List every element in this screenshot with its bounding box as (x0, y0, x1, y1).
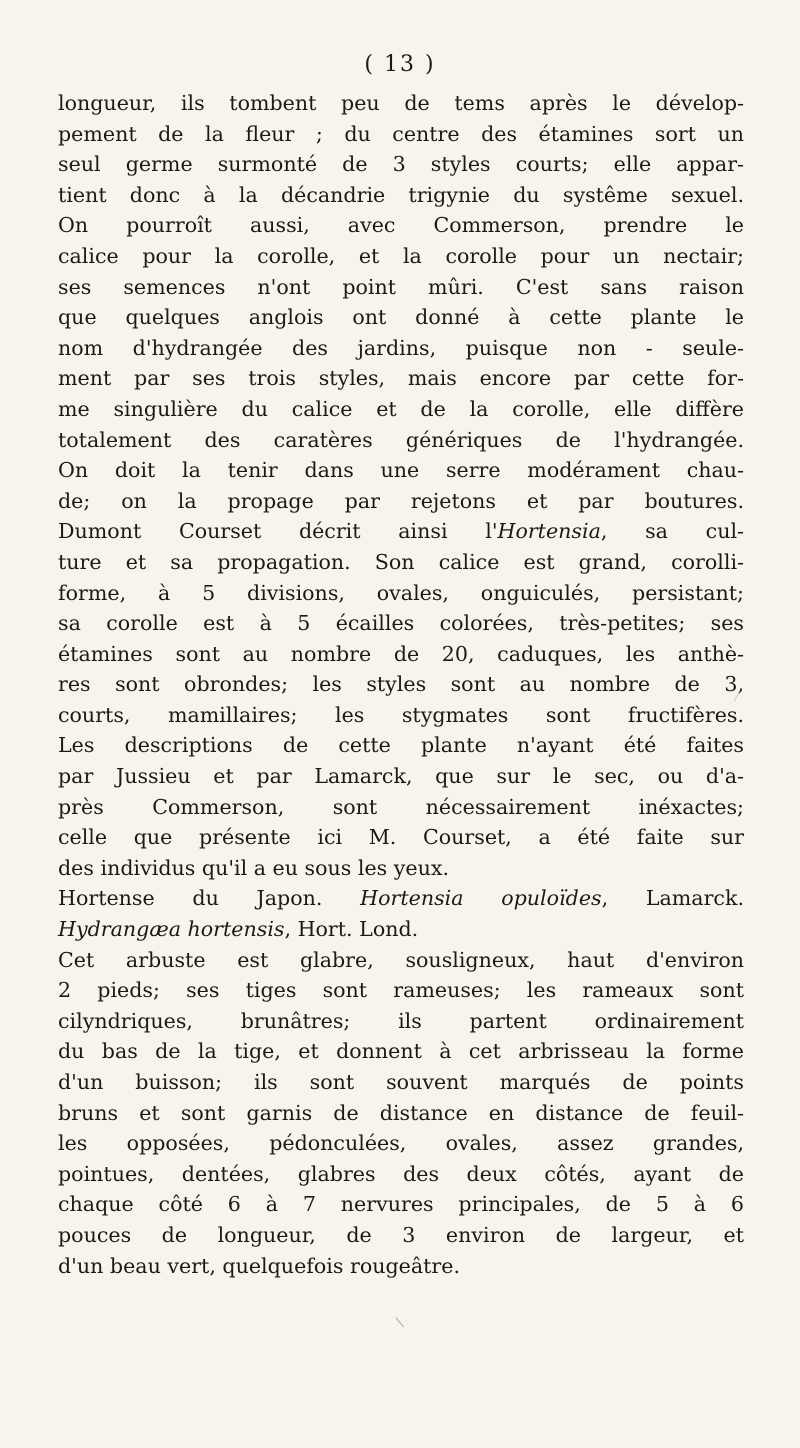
text-line: près Commerson, sont nécessairement inéxactes; (58, 794, 744, 819)
text-line: On pourroît aussi, avec Commerson, prendre le (58, 213, 744, 238)
text-line: d'un buisson; ils sont souvent marqués de points (58, 1070, 744, 1094)
text-line: calice pour la corolle, et la corolle pour un nectair; (58, 243, 744, 268)
text-line: cilyndriques, brunâtres; ils partent ordinairement (58, 1008, 744, 1033)
text-line: ture et sa propagation. Son calice est grand, corolli- (58, 549, 744, 574)
text-line: forme, à 5 divisions, ovales, onguiculés, persistant; (58, 580, 744, 605)
text-line: pouces de longueur, de 3 environ de largeur, et (58, 1222, 744, 1247)
text-line: par Jussieu et par Lamarck, que sur le sec, ou d'a- (58, 764, 744, 789)
text-line: Cet arbuste est glabre, sousligneux, haut d'environ (58, 947, 744, 972)
stray-ink-mark (395, 1311, 411, 1327)
text-line: d'un beau vert, quelquefois rougeâtre. (58, 1253, 460, 1278)
text-line-mixed (58, 883, 744, 914)
text-line: courts, mamillaires; les stygmates sont fructifères. (58, 702, 744, 727)
text-segment: , Lamarck. (601, 886, 744, 911)
text-line: tient donc à la décandrie trigynie du systême sexuel. (58, 182, 744, 207)
text-line: totalement des caratères génériques de l'hydrangée. (58, 427, 744, 452)
text-line: seul germe surmonté de 3 styles courts; elle appar- (58, 152, 744, 177)
text-line: bruns et sont garnis de distance en distance de feuil- (58, 1100, 744, 1125)
text-line: que quelques anglois ont donné à cette plante le (58, 305, 744, 330)
text-line: nom d'hydrangée des jardins, puisque non - seule- (58, 335, 744, 360)
text-line: Les descriptions de cette plante n'ayant été faites (58, 733, 744, 758)
text-line: ses semences n'ont point mûri. C'est sans raison (58, 274, 744, 299)
text-line-mixed (58, 516, 744, 547)
text-line: ment par ses trois styles, mais encore par cette for- (58, 366, 744, 391)
text-segment: Hortense du Japon. (58, 886, 361, 911)
text-segment: , Hort. Lond. (284, 917, 419, 942)
text-line: longueur, ils tombent peu de tems après le dévelop- (58, 91, 744, 115)
italic-term: Hortensia opuloïdes (360, 886, 602, 911)
text-line: pement de la fleur ; du centre des étamines sort un (58, 121, 744, 146)
text-line: des individus qu'il a eu sous les yeux. (58, 855, 450, 880)
text-segment: Dumont Courset décrit ainsi l' (58, 519, 498, 544)
text-line: me singulière du calice et de la corolle, elle diffère (58, 396, 744, 421)
page-number: ( 13 ) (364, 52, 436, 77)
text-line: chaque côté 6 à 7 nervures principales, de 5 à 6 (58, 1192, 744, 1217)
text-line: celle que présente ici M. Courset, a été faite sur (58, 825, 744, 850)
text-line: les opposées, pédonculées, ovales, assez grandes, (58, 1131, 744, 1156)
text-line: 2 pieds; ses tiges sont rameuses; les rameaux sont (58, 978, 744, 1003)
text-line: pointues, dentées, glabres des deux côtés, ayant de (58, 1161, 744, 1186)
text-line: étamines sont au nombre de 20, caduques, les anthè- (58, 641, 744, 666)
italic-term: Hortensia (497, 519, 601, 544)
text-line: du bas de la tige, et donnent à cet arbrisseau la forme (58, 1039, 744, 1064)
text-line: res sont obrondes; les styles sont au nombre de 3, (58, 672, 744, 697)
text-line: On doit la tenir dans une serre modérament chau- (58, 458, 744, 483)
text-segment: , sa cul- (600, 519, 744, 544)
body-text (58, 88, 744, 1281)
text-line: sa corolle est à 5 écailles colorées, très-petites; ses (58, 611, 744, 636)
italic-term: Hydrangæa hortensis (58, 917, 285, 942)
text-line-mixed (58, 914, 744, 945)
text-line: de; on la propage par rejetons et par boutures. (58, 488, 744, 513)
